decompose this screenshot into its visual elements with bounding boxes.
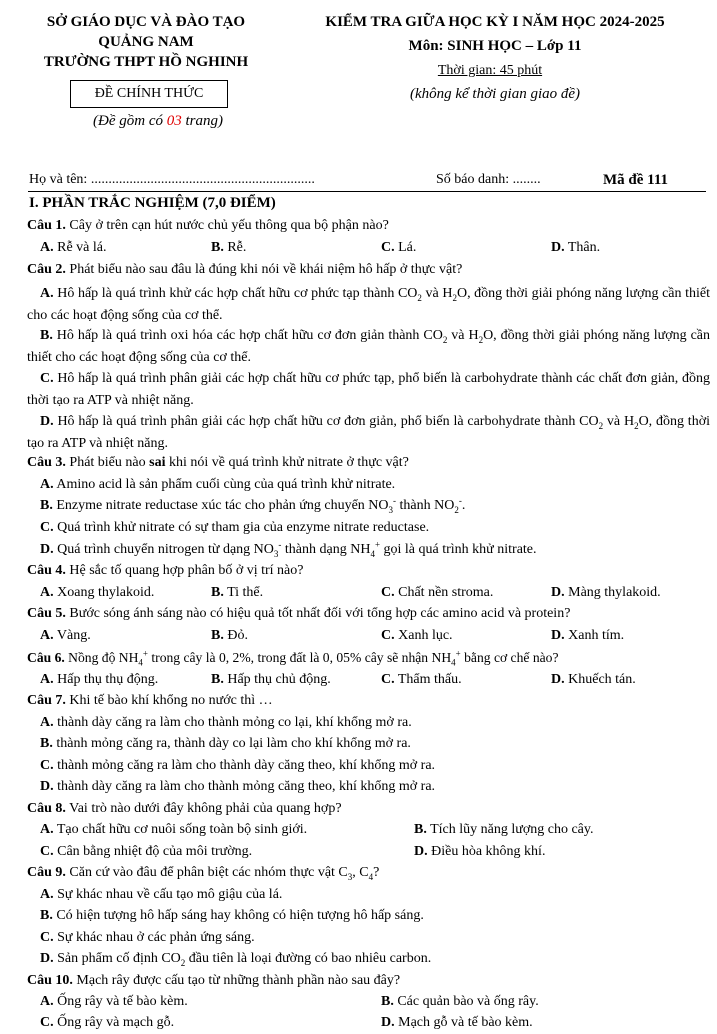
q8-option-b: B. Tích lũy năng lượng cho cây.: [414, 822, 594, 837]
question-9: Câu 9. Căn cứ vào đâu để phân biệt các nhóm thực vật $C_3$, $C_4$?: [27, 865, 380, 882]
q9-option-d: D. Sản phẩm cố định $CO_2$ đầu tiên là loại đường có bao nhiêu carbon.: [40, 951, 432, 968]
q2-option-c: C. Hô hấp là quá trình phân giải các hợp chất hữu cơ phức tạp, phổ biến là carbohydrate thành các chất đơn giản, đồng thời tạo ra ATP và nhiệt năng.: [27, 371, 710, 408]
q1-option-a: A. Rễ và lá.: [40, 240, 107, 255]
official-box: [70, 80, 228, 108]
q10-option-b: B. Các quản bào và ống rây.: [381, 994, 539, 1009]
q4-option-c: C. Chất nền stroma.: [381, 585, 494, 600]
q5-option-b: B. Đỏ.: [211, 628, 248, 643]
q3-option-a: A. Amino acid là sản phẩm cuối cùng của quá trình khử nitrate.: [40, 477, 396, 492]
q5-option-c: C. Xanh lục.: [381, 628, 453, 643]
q10-option-d: D. Mạch gỗ và tế bào kèm.: [381, 1015, 533, 1030]
q3-option-c: C. Quá trình khử nitrate có sự tham gia của enzyme nitrate reductase.: [40, 520, 430, 535]
q4-option-d: D. Màng thylakoid.: [551, 585, 661, 600]
q3-option-d: D. Quá trình chuyển nitrogen từ dạng $NO_3^-$ thành dạng $NH_4^+$ gọi là quá trình khử nitrate.: [40, 539, 537, 559]
question-10: Câu 10. Mạch rây được cấu tạo từ những thành phần nào sau đây?: [27, 973, 401, 988]
q7-option-b: B. thành mỏng căng ra, thành dày co lại làm cho khí khổng mở ra.: [40, 736, 411, 751]
q2-option-a: A. Hô hấp là quá trình khử các hợp chất hữu cơ phức tạp thành $CO_2$ và $H_2O$, đồng thời giải phóng năng lượng cần thiết cho các hoạt động sống của cơ thể.: [27, 286, 710, 323]
q4-option-b: B. Ti thể.: [211, 585, 264, 600]
dept-line1: SỞ GIÁO DỤC VÀ ĐÀO TẠO: [46, 14, 246, 30]
question-4: Câu 4. Hệ sắc tố quang hợp phân bố ở vị trí nào?: [27, 563, 304, 578]
section-title: I. PHẦN TRẮC NGHIỆM (7,0 ĐIỂM): [29, 195, 276, 211]
q1-option-b: B. Rễ.: [211, 240, 247, 255]
q7-option-a: A. thành dày căng ra làm cho thành mỏng co lại, khí khổng mở ra.: [40, 715, 412, 730]
q7-option-c: C. thành mỏng căng ra làm cho thành dày căng theo, khí khổng mở ra.: [40, 758, 436, 773]
q4-option-a: A. Xoang thylakoid.: [40, 585, 155, 600]
q3-option-b: B. Enzyme nitrate reductase xúc tác cho phản ứng chuyển $NO_3^-$ thành $NO_2^-$.: [40, 495, 466, 515]
question-7: Câu 7. Khi tế bào khí khổng no nước thì …: [27, 693, 273, 708]
q5-option-d: D. Xanh tím.: [551, 628, 625, 643]
official-label: ĐỀ CHÍNH THỨC: [94, 86, 204, 101]
q8-option-d: D. Điều hòa không khí.: [414, 844, 546, 859]
q8-option-a: A. Tạo chất hữu cơ nuôi sống toàn bộ sinh giới.: [40, 822, 308, 837]
q6-option-a: A. Hấp thụ thụ động.: [40, 672, 159, 687]
page-count-number: 03: [166, 113, 182, 129]
question-8: Câu 8. Vai trò nào dưới đây không phải của quang hợp?: [27, 801, 342, 816]
exam-code: Mã đề 111: [603, 172, 669, 188]
q7-option-d: D. thành dày căng ra làm cho thành mỏng căng theo, khí khổng mở ra.: [40, 779, 436, 794]
question-1: Câu 1. Cây ở trên cạn hút nước chủ yếu thông qua bộ phận nào?: [27, 218, 389, 233]
q10-option-a: A. Ống rây và tế bào kèm.: [40, 994, 188, 1009]
school-name: TRƯỜNG THPT HỒ NGHINH: [43, 54, 249, 70]
q2-option-b: B. Hô hấp là quá trình oxi hóa các hợp chất hữu cơ đơn giản thành $CO_2$ và $H_2O$, đồng thời giải phóng năng lượng cần thiết cho các hoạt động sống của cơ thể.: [27, 328, 711, 365]
time-note: (không kể thời gian giao đề): [409, 86, 581, 102]
q9-option-a: A. Sự khác nhau về cấu tạo mô giậu của lá.: [40, 887, 283, 902]
q6-option-c: C. Thẩm thấu.: [381, 672, 462, 687]
q5-option-a: A. Vàng.: [40, 628, 91, 643]
q9-option-b: B. Có hiện tượng hô hấp sáng hay không có hiện tượng hô hấp sáng.: [40, 908, 424, 923]
q2-option-d: D. Hô hấp là quá trình phân giải các hợp chất hữu cơ đơn giản, phổ biến là carbohydrate thành $CO_2$ và $H_2O$, đồng thời tạo ra ATP và nhiệt năng.: [27, 414, 710, 451]
student-name-field: Họ và tên: ................................................................: [29, 172, 315, 187]
exam-title: KIỂM TRA GIỮA HỌC KỲ I NĂM HỌC 2024-2025: [325, 14, 665, 30]
q1-option-d: D. Thân.: [551, 240, 601, 255]
dept-line2: QUẢNG NAM: [98, 34, 194, 50]
time-limit: Thời gian: 45 phút: [437, 63, 543, 78]
q9-option-c: C. Sự khác nhau ở các phản ứng sáng.: [40, 930, 255, 945]
divider: [28, 191, 706, 192]
question-5: Câu 5. Bước sóng ánh sáng nào có hiệu quả tốt nhất đối với tổng hợp các amino acid và protein?: [27, 606, 571, 621]
subject-line: Môn: SINH HỌC – Lớp 11: [408, 38, 582, 54]
q8-option-c: C. Cân bằng nhiệt độ của môi trường.: [40, 844, 253, 859]
page-count: (Đề gồm có 03 trang): [93, 113, 223, 129]
q6-option-d: D. Khuếch tán.: [551, 672, 636, 687]
q10-option-c: C. Ống rây và mạch gỗ.: [40, 1015, 175, 1030]
q6-option-b: B. Hấp thụ chủ động.: [211, 672, 331, 687]
question-6: Câu 6. Nồng độ $NH_4^+$ trong cây là 0, 2%, trong đất là 0, 05% cây sẽ nhận $NH_4^+$ bằng cơ chế nào?: [27, 648, 559, 668]
q1-option-c: C. Lá.: [381, 240, 417, 255]
student-id-field: Số báo danh: ........: [436, 172, 541, 187]
question-2: Câu 2. Phát biểu nào sau đâu là đúng khi nói về khái niệm hô hấp ở thực vật?: [27, 262, 463, 277]
question-3: Câu 3. Phát biểu nào sai khi nói về quá trình khử nitrate ở thực vật?: [27, 455, 409, 470]
